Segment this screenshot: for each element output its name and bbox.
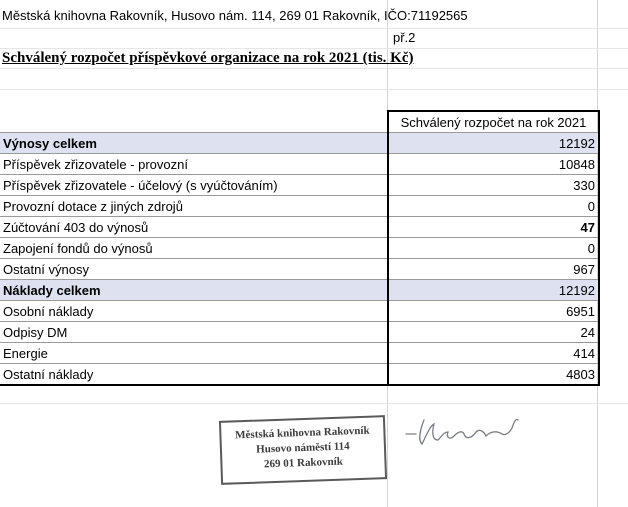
grid-line [0, 89, 628, 90]
row-value: 0 [388, 196, 599, 217]
row-label: Ostatní náklady [0, 364, 388, 386]
row-label: Osobní náklady [0, 301, 388, 322]
row-value: 24 [388, 322, 599, 343]
handwritten-signature [404, 410, 534, 450]
grid-line [0, 68, 628, 69]
row-label: Příspěvek zřizovatele - provozní [0, 154, 388, 175]
row-label: Náklady celkem [0, 280, 388, 301]
row-value: 330 [388, 175, 599, 196]
grid-line [0, 28, 628, 29]
document-title: Schválený rozpočet příspěvkové organizace na rok 2021 (tis. Kč) [2, 50, 414, 66]
row-label: Příspěvek zřizovatele - účelový (s vyúčtováním) [0, 175, 388, 196]
table-row-cost-total [0, 280, 599, 301]
table-row [0, 343, 599, 364]
row-label: Odpisy DM [0, 322, 388, 343]
table-row [0, 364, 599, 386]
row-value: 4803 [388, 364, 599, 386]
budget-table [0, 110, 600, 386]
table-row [0, 301, 599, 322]
organization-line: Městská knihovna Rakovník, Husovo nám. 114, 269 01 Rakovník, IČO:71192565 [2, 8, 468, 23]
table-row [0, 238, 599, 259]
stamp-line: Městská knihovna Rakovník [234, 424, 370, 442]
table-row [0, 322, 599, 343]
table-row [0, 175, 599, 196]
table-row [0, 217, 599, 238]
row-value: 967 [388, 259, 599, 280]
table-row [0, 154, 599, 175]
row-label: Zúčtování 403 do výnosů [0, 217, 388, 238]
header-empty-cell [0, 111, 388, 133]
stamp-line: Husovo náměstí 114 [255, 440, 350, 456]
row-value: 12192 [388, 280, 599, 301]
row-value: 414 [388, 343, 599, 364]
row-label: Energie [0, 343, 388, 364]
row-value: 10848 [388, 154, 599, 175]
table-header-row [0, 111, 599, 133]
row-value: 12192 [388, 133, 599, 154]
row-value: 6951 [388, 301, 599, 322]
row-label: Výnosy celkem [0, 133, 388, 154]
table-row-income-total [0, 133, 599, 154]
stamp-line: 269 01 Rakovník [263, 455, 344, 471]
row-value: 47 [388, 217, 599, 238]
row-value: 0 [388, 238, 599, 259]
grid-line [0, 403, 628, 404]
row-label: Zapojení fondů do výnosů [0, 238, 388, 259]
organization-stamp [219, 415, 387, 485]
table-row [0, 259, 599, 280]
attachment-label: př.2 [393, 30, 416, 45]
grid-line [0, 48, 628, 49]
column-header: Schválený rozpočet na rok 2021 [388, 111, 599, 133]
row-label: Provozní dotace z jiných zdrojů [0, 196, 388, 217]
table-row [0, 196, 599, 217]
row-label: Ostatní výnosy [0, 259, 388, 280]
